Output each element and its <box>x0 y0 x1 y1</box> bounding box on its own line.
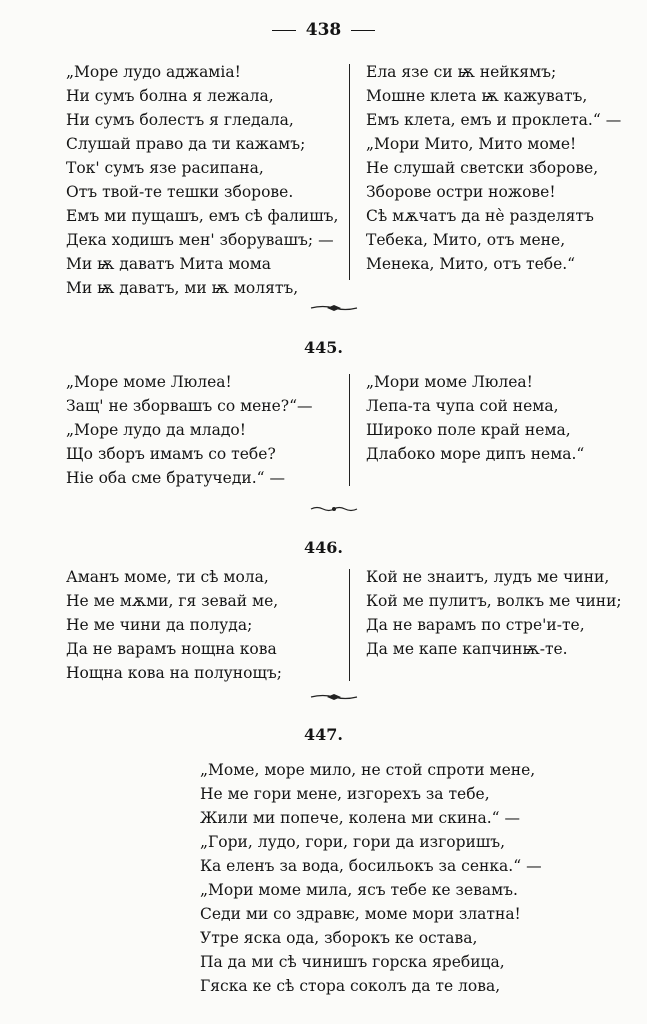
verse-line: „Море лудо да младо! <box>66 421 246 439</box>
verse-line: Широко поле край нема, <box>366 421 571 439</box>
verse-line: Седи ми со здравѥ, моме мори златна! <box>200 905 521 923</box>
poem-444-left-column <box>66 60 338 300</box>
verse-line: Мошне клета ѭ кажуватъ, <box>366 87 588 105</box>
verse-line: Жили ми попече, колена ми скина.“ — <box>200 809 521 827</box>
verse-line: Не ме чини да полуда; <box>66 616 253 634</box>
ornament-separator <box>309 504 359 514</box>
column-divider <box>349 64 350 280</box>
verse-line: Отъ твой-те тешки зборове. <box>66 183 294 201</box>
verse-line: Що зборъ имамъ со тебе? <box>66 445 276 463</box>
verse-line: Ми ѭ даватъ Мита мома <box>66 255 272 273</box>
poem-446-right-column <box>366 565 622 661</box>
poem-446-left-column <box>66 565 282 685</box>
verse-line: Утре яска ода, зборокъ ке остава, <box>200 929 478 947</box>
poem-445-right-column <box>366 370 584 466</box>
verse-line: Кой ме пулитъ, волкъ ме чини; <box>366 592 622 610</box>
verse-line: Сѣ мѫчатъ да нѐ разделятъ <box>366 207 594 225</box>
verse-line: Длабоко море дипъ нема.“ <box>366 445 585 463</box>
verse-line: „Мори Мито, Мито моме! <box>366 135 577 153</box>
verse-line: Защ' не зборвашъ со мене?“— <box>66 397 313 415</box>
verse-line: Ми ѭ даватъ, ми ѭ молятъ, <box>66 279 299 297</box>
poem-447-column <box>200 758 542 998</box>
verse-line: Тебека, Мито, отъ мене, <box>366 231 566 249</box>
verse-line: Аманъ моме, ти сѣ мола, <box>66 568 269 586</box>
verse-line: Зборове остри ножове! <box>366 183 556 201</box>
column-divider <box>349 569 350 681</box>
page-number-header <box>0 20 647 40</box>
verse-line: Ка еленъ за вода, босильокъ за сенка.“ — <box>200 857 542 875</box>
verse-line: „Гори, лудо, гори, гори да изгоришъ, <box>200 833 506 851</box>
verse-line: Нощна кова на полунощъ; <box>66 664 282 682</box>
dash-left <box>272 30 296 31</box>
verse-line: Да не варамъ нощна кова <box>66 640 277 658</box>
poem-number: 447. <box>304 725 343 744</box>
verse-line: „Моме, море мило, не стой спроти мене, <box>200 761 536 779</box>
poem-444-right-column <box>366 60 621 276</box>
verse-line: Емъ клета, емъ и проклета.“ — <box>366 111 622 129</box>
verse-line: „Море лудо аджаміа! <box>66 63 241 81</box>
verse-line: Ніе оба сме братучеди.“ — <box>66 469 286 487</box>
verse-line: „Море моме Люлеа! <box>66 373 232 391</box>
poem-445-left-column <box>66 370 313 490</box>
verse-line: Не ме мѫми, гя зевай ме, <box>66 592 279 610</box>
verse-line: Дека ходишъ мен' зборувашъ; — <box>66 231 334 249</box>
verse-line: Кой не знаитъ, лудъ ме чини, <box>366 568 610 586</box>
dash-right <box>351 30 375 31</box>
column-divider <box>349 374 350 486</box>
verse-line: Гяска ке сѣ стора соколъ да те лова, <box>200 977 501 995</box>
verse-line: Да не варамъ по стре'и-те, <box>366 616 585 634</box>
verse-line: Ток' сумъ язе расипана, <box>66 159 264 177</box>
verse-line: Слушай право да ти кажамъ; <box>66 135 306 153</box>
verse-line: Не слушай светски зборове, <box>366 159 599 177</box>
verse-line: Емъ ми пущашъ, емъ сѣ фалишъ, <box>66 207 339 225</box>
verse-line: „Мори моме мила, ясъ тебе ке зевамъ. <box>200 881 518 899</box>
poem-number: 445. <box>304 338 343 357</box>
verse-line: Ела язе си ѭ нейкямъ; <box>366 63 557 81</box>
page-number: 438 <box>305 20 342 40</box>
verse-line: Не ме гори мене, изгорехъ за тебе, <box>200 785 490 803</box>
ornament-separator <box>309 303 359 313</box>
verse-line: Менека, Мито, отъ тебе.“ <box>366 255 576 273</box>
verse-line: „Мори моме Люлеа! <box>366 373 533 391</box>
poem-number: 446. <box>304 538 343 557</box>
verse-line: Па да ми сѣ чинишъ горска яребица, <box>200 953 505 971</box>
verse-line: Ни сумъ болна я лежала, <box>66 87 274 105</box>
verse-line: Ни сумъ болестъ я гледала, <box>66 111 294 129</box>
verse-line: Лепа-та чупа сой нема, <box>366 397 559 415</box>
ornament-separator <box>309 692 359 702</box>
verse-line: Да ме капе капчинѭ-те. <box>366 640 568 658</box>
